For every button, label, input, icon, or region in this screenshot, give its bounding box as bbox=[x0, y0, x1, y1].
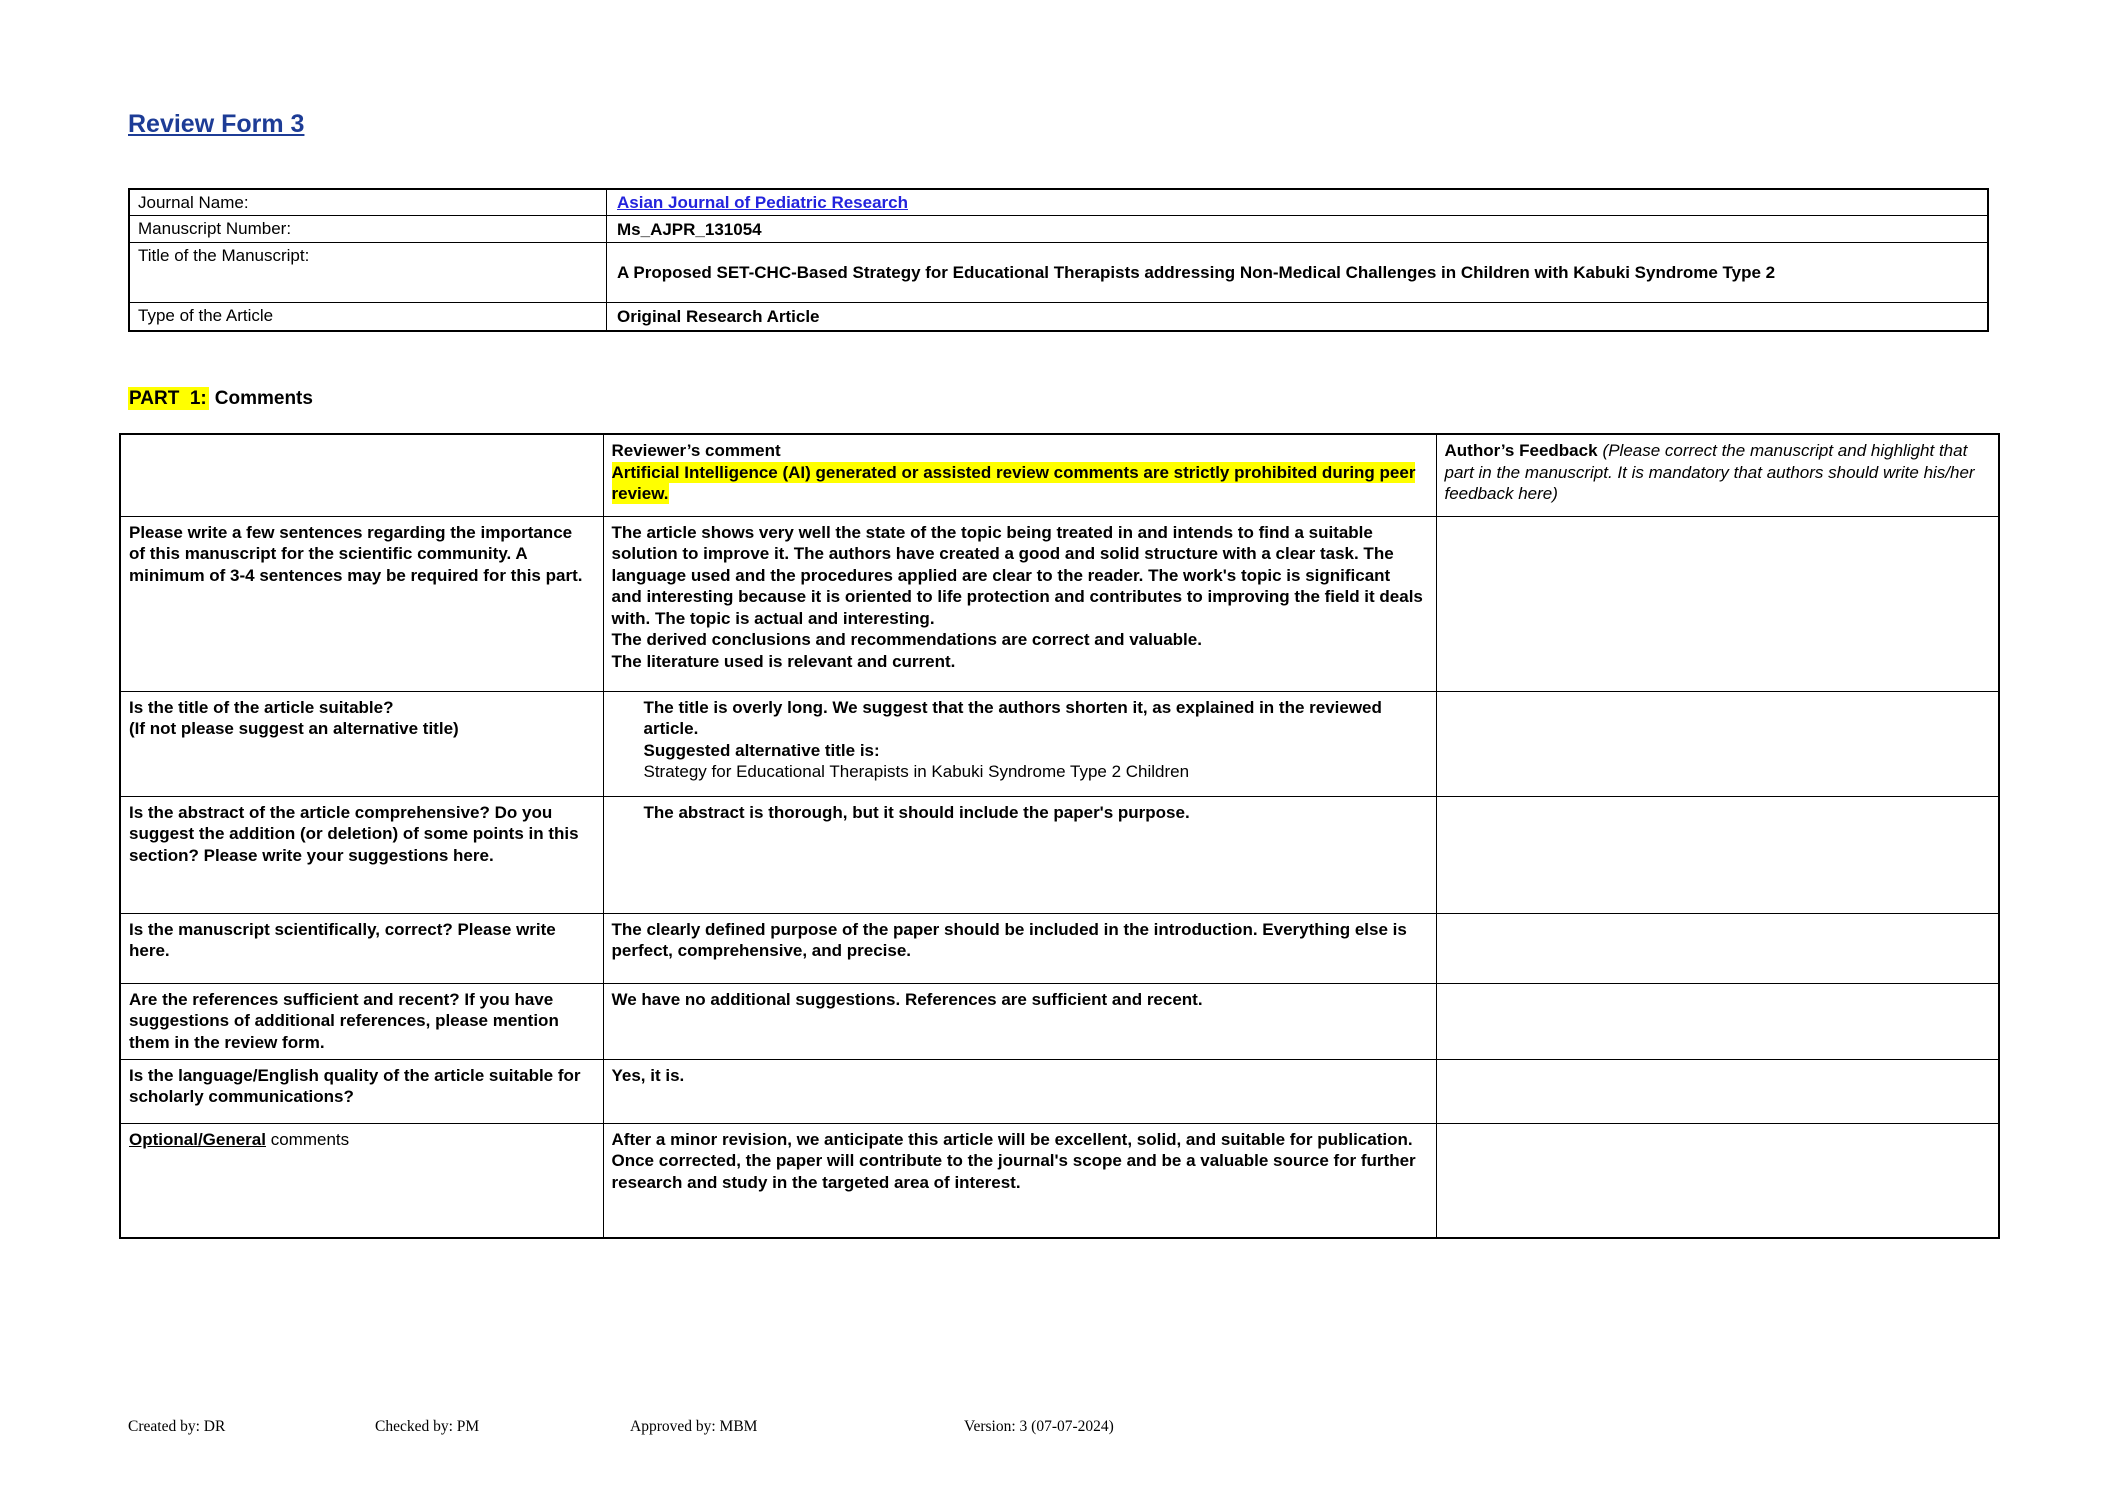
author-feedback-cell-importance bbox=[1436, 516, 1999, 691]
article-type-value: Original Research Article bbox=[607, 303, 1989, 331]
question-cell-references bbox=[120, 983, 603, 1059]
ai-prohibition-notice-wrap bbox=[612, 462, 1424, 505]
review-row-scientific-correctness bbox=[120, 913, 1999, 983]
question-line: Is the language/English quality of the article suitable for scholarly communications? bbox=[129, 1065, 581, 1106]
reviewer-comment-header-cell bbox=[603, 434, 1436, 516]
part1-heading bbox=[128, 388, 313, 410]
info-row-manuscript-title bbox=[129, 243, 1988, 303]
page-title-text: Review Form 3 bbox=[128, 110, 305, 138]
question-cell-importance bbox=[120, 516, 603, 691]
review-row-references bbox=[120, 983, 1999, 1059]
comment-paragraph: Suggested alternative title is: bbox=[643, 740, 880, 760]
question-line: Are the references sufficient and recent? If you have suggestions of additional references, please mention them in the review form. bbox=[129, 989, 559, 1052]
reviewer-comment-cell-importance bbox=[603, 516, 1436, 691]
comment-paragraph: The article shows very well the state of the topic being treated in and intends to find a suitable solution to improve it. The authors have created a good and solid structure with a clear task. The language used and the procedures applied are clear to the reader. The work's topic is significant and interesting because it is oriented to life protection and contributes to improving the field it deals with. The topic is actual and interesting. bbox=[611, 522, 1423, 628]
journal-name-label: Journal Name: bbox=[129, 189, 607, 216]
question-cell-title-suitability bbox=[120, 691, 603, 796]
comment-paragraph: After a minor revision, we anticipate this article will be excellent, solid, and suitable for publication. Once corrected, the paper will contribute to the journal's scope and be a valuable source for further research and study in the targeted area of interest. bbox=[611, 1129, 1416, 1192]
author-feedback-label: Author’s Feedback bbox=[1444, 441, 1598, 460]
reviewer-comment-cell-title-suitability bbox=[603, 691, 1436, 796]
comment-paragraph: We have no additional suggestions. References are sufficient and recent. bbox=[611, 989, 1203, 1009]
info-row-journal-name bbox=[129, 189, 1988, 216]
comment-paragraph: The title is overly long. We suggest that the authors shorten it, as explained in the reviewed article. bbox=[643, 697, 1382, 738]
author-feedback-cell-language-quality bbox=[1436, 1059, 1999, 1123]
author-feedback-cell-optional-general bbox=[1436, 1123, 1999, 1238]
journal-name-link[interactable]: Asian Journal of Pediatric Research bbox=[617, 193, 908, 212]
ai-prohibition-notice: Artificial Intelligence (AI) generated or assisted review comments are strictly prohibited during peer review. bbox=[611, 462, 1416, 503]
part1-heading-text: Comments bbox=[214, 388, 313, 409]
manuscript-title-label: Title of the Manuscript: bbox=[129, 243, 607, 303]
review-comments-table bbox=[119, 433, 2000, 1239]
part1-heading-highlighted-label: PART 1: bbox=[129, 388, 207, 409]
comment-paragraph: The clearly defined purpose of the paper should be included in the introduction. Everything else is perfect, comprehensive, and precise. bbox=[611, 919, 1407, 960]
manuscript-info-table bbox=[128, 188, 1989, 332]
info-row-manuscript-number bbox=[129, 216, 1988, 243]
page-title bbox=[128, 110, 304, 139]
reviewer-comment-cell-scientific-correctness bbox=[603, 913, 1436, 983]
journal-name-value-cell bbox=[607, 189, 1989, 216]
footer-created-by: Created by: DR bbox=[128, 1418, 226, 1435]
author-feedback-cell-scientific-correctness bbox=[1436, 913, 1999, 983]
question-line: Is the abstract of the article comprehensive? Do you suggest the addition (or deletion) of some points in this section? Please write your suggestions here. bbox=[129, 802, 579, 865]
footer-approved-by: Approved by: MBM bbox=[630, 1418, 758, 1435]
manuscript-title-value: A Proposed SET-CHC-Based Strategy for Educational Therapists addressing Non-Medical Challenges in Children with Kabuki Syndrome Type 2 bbox=[607, 243, 1989, 303]
article-type-label: Type of the Article bbox=[129, 303, 607, 331]
review-row-importance bbox=[120, 516, 1999, 691]
reviewer-comment-cell-optional-general bbox=[603, 1123, 1436, 1238]
review-table-body bbox=[120, 516, 1999, 1238]
footer-checked-by: Checked by: PM bbox=[375, 1418, 480, 1435]
question-line: (If not please suggest an alternative title) bbox=[129, 719, 459, 738]
review-row-title-suitability bbox=[120, 691, 1999, 796]
comment-paragraph: The abstract is thorough, but it should include the paper's purpose. bbox=[643, 802, 1190, 822]
page-footer bbox=[0, 1418, 2117, 1442]
author-feedback-header-cell bbox=[1436, 434, 1999, 516]
question-cell-optional-general bbox=[120, 1123, 603, 1238]
reviewer-comment-cell-references bbox=[603, 983, 1436, 1059]
comment-paragraph: The derived conclusions and recommendations are correct and valuable. bbox=[611, 630, 1202, 649]
author-feedback-cell-title-suitability bbox=[1436, 691, 1999, 796]
manuscript-number-value: Ms_AJPR_131054 bbox=[607, 216, 1989, 243]
question-line: Is the title of the article suitable? bbox=[129, 697, 394, 717]
question-line: Is the manuscript scientifically, correct? Please write here. bbox=[129, 919, 556, 960]
reviewer-comment-cell-abstract bbox=[603, 796, 1436, 913]
comment-paragraph: The literature used is relevant and current. bbox=[611, 651, 956, 671]
review-row-optional-general bbox=[120, 1123, 1999, 1238]
review-row-language-quality bbox=[120, 1059, 1999, 1123]
question-regular-text: comments bbox=[265, 1129, 350, 1149]
reviewer-comment-label: Reviewer’s comment bbox=[611, 441, 781, 460]
question-underlined-text: Optional/General bbox=[129, 1129, 266, 1149]
question-cell-language-quality bbox=[120, 1059, 603, 1123]
review-table-header-row bbox=[120, 434, 1999, 516]
question-cell-abstract bbox=[120, 796, 603, 913]
info-row-article-type bbox=[129, 303, 1988, 331]
author-feedback-cell-references bbox=[1436, 983, 1999, 1059]
question-cell-scientific-correctness bbox=[120, 913, 603, 983]
manuscript-number-label: Manuscript Number: bbox=[129, 216, 607, 243]
comment-paragraph: Yes, it is. bbox=[611, 1065, 685, 1085]
review-row-abstract bbox=[120, 796, 1999, 913]
reviewer-comment-cell-language-quality bbox=[603, 1059, 1436, 1123]
author-feedback-note: (Please correct the manuscript and highlight that part in the manuscript. It is mandatory that authors should write his/her feedback here) bbox=[1444, 441, 1975, 503]
header-empty-cell bbox=[120, 434, 603, 516]
footer-version: Version: 3 (07-07-2024) bbox=[964, 1418, 1114, 1435]
comment-plain-line: Strategy for Educational Therapists in Kabuki Syndrome Type 2 Children bbox=[643, 762, 1190, 781]
question-line: Please write a few sentences regarding the importance of this manuscript for the scientific community. A minimum of 3-4 sentences may be required for this part. bbox=[129, 522, 583, 585]
author-feedback-cell-abstract bbox=[1436, 796, 1999, 913]
